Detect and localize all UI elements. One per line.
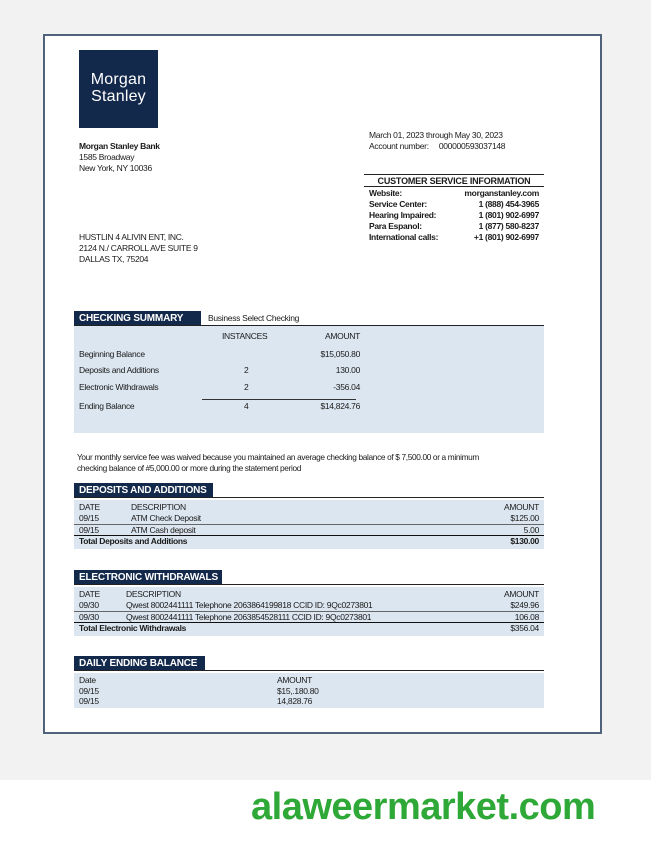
daily-balance-row xyxy=(74,696,544,707)
withdrawal-date: 09/30 xyxy=(79,600,99,610)
customer-service-row xyxy=(369,188,539,199)
withdrawals-panel xyxy=(74,587,544,636)
deposits-title: DEPOSITS AND ADDITIONS xyxy=(74,483,213,497)
customer-service-label: International calls: xyxy=(369,232,439,242)
bank-statement xyxy=(43,34,602,734)
summary-row xyxy=(74,382,544,393)
withdrawal-amount: $249.96 xyxy=(510,600,539,610)
checking-summary-panel xyxy=(74,326,544,433)
withdrawal-date: 09/30 xyxy=(79,612,99,622)
summary-row-instances: 4 xyxy=(244,401,249,411)
daily-balance-column-headers xyxy=(74,675,544,686)
customer-street: 2124 N./ CARROLL AVE SUITE 9 xyxy=(79,243,198,253)
statement-period: March 01, 2023 through May 30, 2023 xyxy=(369,130,503,140)
deposits-header xyxy=(74,482,544,498)
morgan-stanley-logo xyxy=(79,50,158,128)
deposits-column-headers xyxy=(74,502,544,513)
daily-balance-date-header: Date xyxy=(79,675,96,685)
customer-service-row xyxy=(369,221,539,232)
summary-row-amount: -356.04 xyxy=(333,382,360,392)
withdrawal-row xyxy=(74,600,544,611)
daily-balance-amount-header: AMOUNT xyxy=(277,675,313,685)
withdrawals-title: ELECTRONIC WITHDRAWALS xyxy=(74,570,222,584)
customer-service-title: CUSTOMER SERVICE INFORMATION xyxy=(364,174,544,187)
deposit-amount: 5.00 xyxy=(523,525,539,535)
withdrawals-total-row xyxy=(74,622,544,635)
daily-balance-date: 09/15 xyxy=(79,686,99,696)
deposits-total-amount: $130.00 xyxy=(510,536,539,546)
fee-notice-line-2: checking balance of #5,000.00 or more during the statement period xyxy=(77,463,302,473)
summary-row xyxy=(74,349,544,360)
summary-row-instances: 2 xyxy=(244,365,249,375)
deposit-description: ATM Check Deposit xyxy=(131,513,201,523)
customer-service-value: +1 (801) 902-6997 xyxy=(473,232,539,242)
customer-service-label: Website: xyxy=(369,188,402,198)
withdrawals-total-amount: $356.04 xyxy=(510,623,539,633)
fee-notice-line-1: Your monthly service fee was waived because you maintained an average checking balance of $ 7,500.00 or a minimum xyxy=(77,452,479,462)
summary-row-label: Beginning Balance xyxy=(79,349,145,359)
withdrawals-header xyxy=(74,569,544,585)
customer-service-value: 1 (877) 580-8237 xyxy=(478,221,539,231)
customer-service-label: Service Center: xyxy=(369,199,427,209)
summary-row-amount: 130.00 xyxy=(335,365,360,375)
summary-row-amount: $15,050.80 xyxy=(320,349,360,359)
daily-balance-panel xyxy=(74,673,544,708)
instances-header: INSTANCES xyxy=(222,331,268,341)
customer-service-info xyxy=(364,174,544,243)
deposit-row xyxy=(74,513,544,524)
customer-service-label: Hearing Impaired: xyxy=(369,210,437,220)
withdrawals-date-header: DATE xyxy=(79,589,100,599)
customer-service-value: 1 (888) 454-3965 xyxy=(478,199,539,209)
customer-service-list xyxy=(364,187,544,243)
deposits-total-label: Total Deposits and Additions xyxy=(79,536,188,546)
customer-city: DALLAS TX, 75204 xyxy=(79,254,149,264)
account-number-line xyxy=(369,141,579,152)
withdrawal-row xyxy=(74,611,544,622)
customer-service-row xyxy=(369,210,539,221)
daily-balance-date: 09/15 xyxy=(79,696,99,706)
daily-balance-header xyxy=(74,655,544,671)
customer-name: HUSTLIN 4 ALIVIN ENT, INC. xyxy=(79,232,184,242)
deposit-amount: $125.00 xyxy=(510,513,539,523)
withdrawal-amount: 106.08 xyxy=(514,612,539,622)
deposits-date-header: DATE xyxy=(79,502,100,512)
withdrawal-description: Qwest 8002441111 Telephone 2063854528111 CCID ID: 9Qc0273801 xyxy=(126,612,372,622)
summary-row xyxy=(74,365,544,376)
withdrawal-description: Qwest 8002441111 Telephone 2063864199818 CCID ID: 9Qc0273801 xyxy=(126,600,373,610)
deposits-description-header: DESCRIPTION xyxy=(131,502,186,512)
bank-street: 1585 Broadway xyxy=(79,152,135,162)
summary-row-label: Ending Balance xyxy=(79,401,135,411)
summary-total-divider xyxy=(202,399,356,400)
customer-address xyxy=(79,232,198,265)
deposits-total-row xyxy=(74,535,544,548)
bank-city: New York, NY 10036 xyxy=(79,163,152,173)
customer-service-value: morganstanley.com xyxy=(464,188,539,198)
deposit-date: 09/15 xyxy=(79,513,99,523)
account-type: Business Select Checking xyxy=(208,313,300,323)
withdrawals-amount-header: AMOUNT xyxy=(503,589,539,599)
bank-address xyxy=(79,141,160,174)
amount-header: AMOUNT xyxy=(325,331,361,341)
deposits-panel xyxy=(74,500,544,549)
statement-period-block xyxy=(369,130,579,152)
deposit-row xyxy=(74,524,544,535)
account-number: 000000593037148 xyxy=(438,141,506,151)
daily-balance-amount: $15,.180.80 xyxy=(277,686,319,696)
account-number-label: Account number: xyxy=(369,141,429,151)
customer-service-value: 1 (801) 902-6997 xyxy=(478,210,539,220)
bank-name: Morgan Stanley Bank xyxy=(79,141,160,151)
logo-line-2: Stanley xyxy=(91,88,146,105)
summary-row-label: Deposits and Additions xyxy=(79,365,159,375)
withdrawals-column-headers xyxy=(74,589,544,600)
deposit-description: ATM Cash deposit xyxy=(131,525,196,535)
daily-balance-amount: 14,828.76 xyxy=(277,696,313,706)
summary-row-label: Electronic Withdrawals xyxy=(79,382,159,392)
summary-row xyxy=(74,401,544,412)
watermark-text: alaweermarket.com xyxy=(251,786,596,828)
withdrawals-description-header: DESCRIPTION xyxy=(126,589,181,599)
checking-summary-header xyxy=(74,310,544,326)
summary-row-amount: $14,824.76 xyxy=(320,401,360,411)
summary-row-instances: 2 xyxy=(244,382,249,392)
logo-line-1: Morgan xyxy=(90,71,147,88)
deposits-amount-header: AMOUNT xyxy=(503,502,539,512)
customer-service-row xyxy=(369,232,539,243)
daily-balance-title: DAILY ENDING BALANCE xyxy=(74,656,205,670)
customer-service-label: Para Espanol: xyxy=(369,221,422,231)
withdrawals-total-label: Total Electronic Withdrawals xyxy=(79,623,187,633)
checking-summary-title: CHECKING SUMMARY xyxy=(74,311,201,325)
fee-notice xyxy=(77,452,557,474)
customer-service-row xyxy=(369,199,539,210)
deposit-date: 09/15 xyxy=(79,525,99,535)
